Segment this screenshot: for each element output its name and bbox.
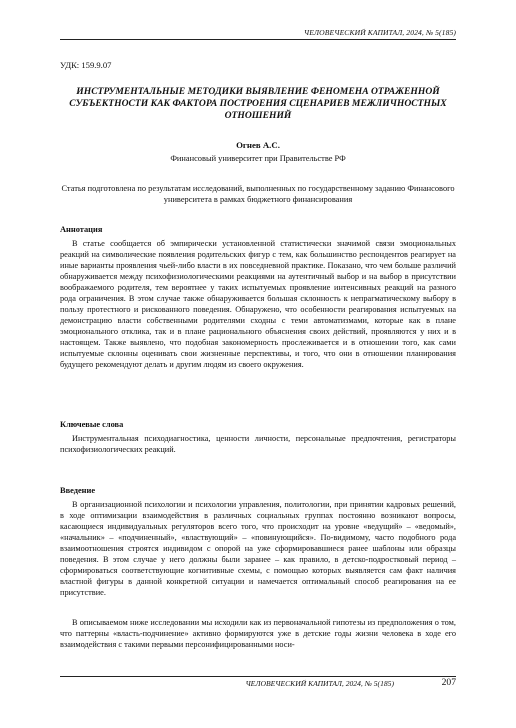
author-affiliation: Финансовый университет при Правительстве РФ <box>170 154 346 163</box>
author-name: Огнев А.С. <box>236 140 280 150</box>
keywords-text: Инструментальная психодиагностика, ценности личности, персональные предпочтения, регистраторы психофизиологических реакций. <box>60 434 456 454</box>
introduction-paragraph-2: В описываемом ниже исследовании мы исходили как из первоначальной гипотезы из предположения о том, что паттерны «власть-подчинение» активно формируются уже в детские годы жизни человека в ходе его взаимодействия с такими первыми персонифицированными носи- <box>60 618 456 649</box>
udk-code: УДК: 159.9.07 <box>60 60 112 70</box>
funding-note: Статья подготовлена по результатам исследований, выполненных по государственному заданию Финансового университета в рамках бюджетного финансирования <box>61 184 455 204</box>
abstract-text: В статье сообщается об эмпирически установленной статистически значимой связи эмоциональных реакций на символические появления родительских фигур с тем, как большинство респондентов реагирует на иные варианты проявления чьей-либо власти в их повседневной практике. Показано, что чем больше различий обнаруживается между психофизиологическими реакциями на аутентичный выбор и на выбор в присутствии воображаемого родителя, тем вероятнее у таких испытуемых проявление интенсивных реакций на разного рода ограничения. В этом случае также обнаруживается большая склонность к непрагматическому выбору в пользу протестного и рискованного поведения. Обнаружено, что особенности реагирования испытуемых на демонстрацию власти собственными родителями сходны с теми автоматизмами, которые как в плане эмоционального отклика, так и в плане рационального объяснения своих действий, проявляются у них и в настоящем. Также выявлено, что подобная закономерность прослеживается и в отношении того, как сами испытуемые склонны оценивать свои жизненные перспективы, и того, что они в отношении планирования будущего рекомендуют делать и другим людям из своего окружения. <box>60 239 456 369</box>
footer-journal: ЧЕЛОВЕЧЕСКИЙ КАПИТАЛ, 2024, № 5(185) <box>245 679 394 688</box>
running-footer <box>60 676 456 691</box>
abstract-heading: Аннотация <box>60 225 103 234</box>
running-header: ЧЕЛОВЕЧЕСКИЙ КАПИТАЛ, 2024, № 5(185) <box>60 28 456 40</box>
introduction-heading: Введение <box>60 486 96 495</box>
introduction-paragraph-1: В организационной психологии и психологии управления, политологии, при принятии кадровых решений, в ходе оптимизации взаимодействия в различных социальных группах постоянно возникают вопросы, касающиеся индивидуальных регуляторов всего того, что происходит на уровне «ведущий» – «ведомый», «начальник» – «подчиненный», «властвующий» – «повинующийся». По-видимому, часто подобного рода взаимоотношения строятся индивидом с опорой на уже сформировавшиеся ранее шаблоны или образцы поведения. В этом случае у него должны были заранее – как правило, в детско-подростковый период – сформироваться соответствующие когнитивные схемы, с помощью которых выявляется сам факт наличия властной фигуры в данной конкретной ситуации и намечается оптимальный способ реагирования на ее присутствие. <box>60 500 456 597</box>
article-title: ИНСТРУМЕНТАЛЬНЫЕ МЕТОДИКИ ВЫЯВЛЕНИЕ ФЕНОМЕНА ОТРАЖЕННОЙ СУБЪЕКТНОСТИ КАК ФАКТОРА ПОСТРОЕНИЯ СЦЕНАРИЕВ МЕЖЛИЧНОСТНЫХ ОТНОШЕНИЙ <box>69 86 447 122</box>
keywords-heading: Ключевые слова <box>60 420 124 429</box>
page-number: 207 <box>441 677 456 688</box>
